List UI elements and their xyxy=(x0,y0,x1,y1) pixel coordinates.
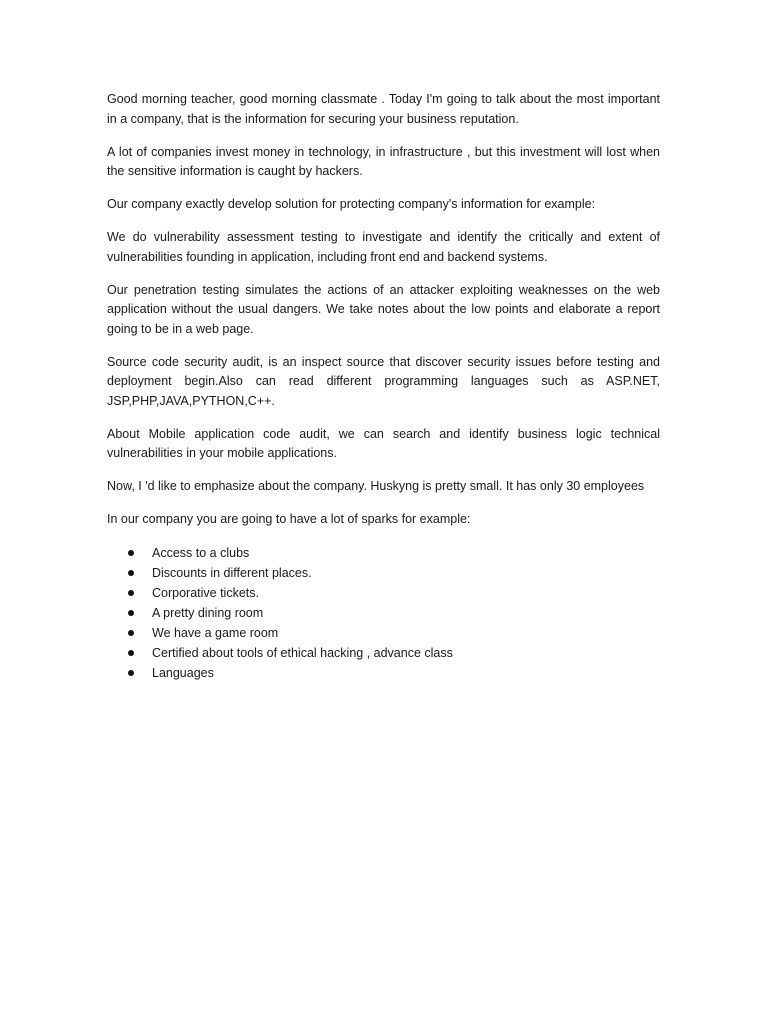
list-item-label: We have a game room xyxy=(152,626,279,640)
paragraph-vulnerability-assessment: We do vulnerability assessment testing to investigate and identify the critically and extent of vulnerabilities founding in application, including front end and backend systems. xyxy=(107,230,660,264)
paragraph-mobile-audit: About Mobile application code audit, we can search and identify business logic technical vulnerabilities in your mobile applications. xyxy=(107,426,660,460)
bullet-icon xyxy=(128,550,134,556)
bullet-icon xyxy=(128,630,134,636)
document-page xyxy=(107,90,660,683)
list-item-label: Access to a clubs xyxy=(152,546,250,560)
paragraph-source-code-audit: Source code security audit, is an inspect source that discover security issues before testing and deployment begin.Also can read different programming languages such as ASP.NET, JSP,PHP,JAVA,PYTHON,C++. xyxy=(107,354,660,408)
paragraph-penetration-testing: Our penetration testing simulates the actions of an attacker exploiting weaknesses on the web application without the usual dangers. We take notes about the low points and elaborate a report going to be in a web page. xyxy=(107,282,660,336)
perks-list xyxy=(107,543,660,683)
list-item xyxy=(107,543,660,563)
list-item xyxy=(107,583,660,603)
paragraph-solution-intro: Our company exactly develop solution for protecting company's information for example: xyxy=(107,197,596,211)
list-item-label: Discounts in different places. xyxy=(152,566,312,580)
list-item xyxy=(107,623,660,643)
bullet-icon xyxy=(128,670,134,676)
list-item-label: Certified about tools of ethical hacking , advance class xyxy=(152,646,453,660)
list-item xyxy=(107,563,660,583)
list-item xyxy=(107,663,660,683)
paragraph-company-size: Now, I 'd like to emphasize about the company. Huskyng is pretty small. It has only 30 employees xyxy=(107,479,645,493)
list-item xyxy=(107,643,660,663)
paragraph-greeting: Good morning teacher, good morning classmate . Today I'm going to talk about the most important in a company, that is the information for securing your business reputation. xyxy=(107,92,660,126)
bullet-icon xyxy=(128,650,134,656)
list-item-label: A pretty dining room xyxy=(152,606,264,620)
list-item xyxy=(107,603,660,623)
list-item-label: Corporative tickets. xyxy=(152,586,259,600)
paragraph-perks-intro: In our company you are going to have a lot of sparks for example: xyxy=(107,512,471,526)
bullet-icon xyxy=(128,570,134,576)
list-item-label: Languages xyxy=(152,666,214,680)
bullet-icon xyxy=(128,610,134,616)
bullet-icon xyxy=(128,590,134,596)
paragraph-investment: A lot of companies invest money in technology, in infrastructure , but this investment will lost when the sensitive information is caught by hackers. xyxy=(107,144,660,178)
